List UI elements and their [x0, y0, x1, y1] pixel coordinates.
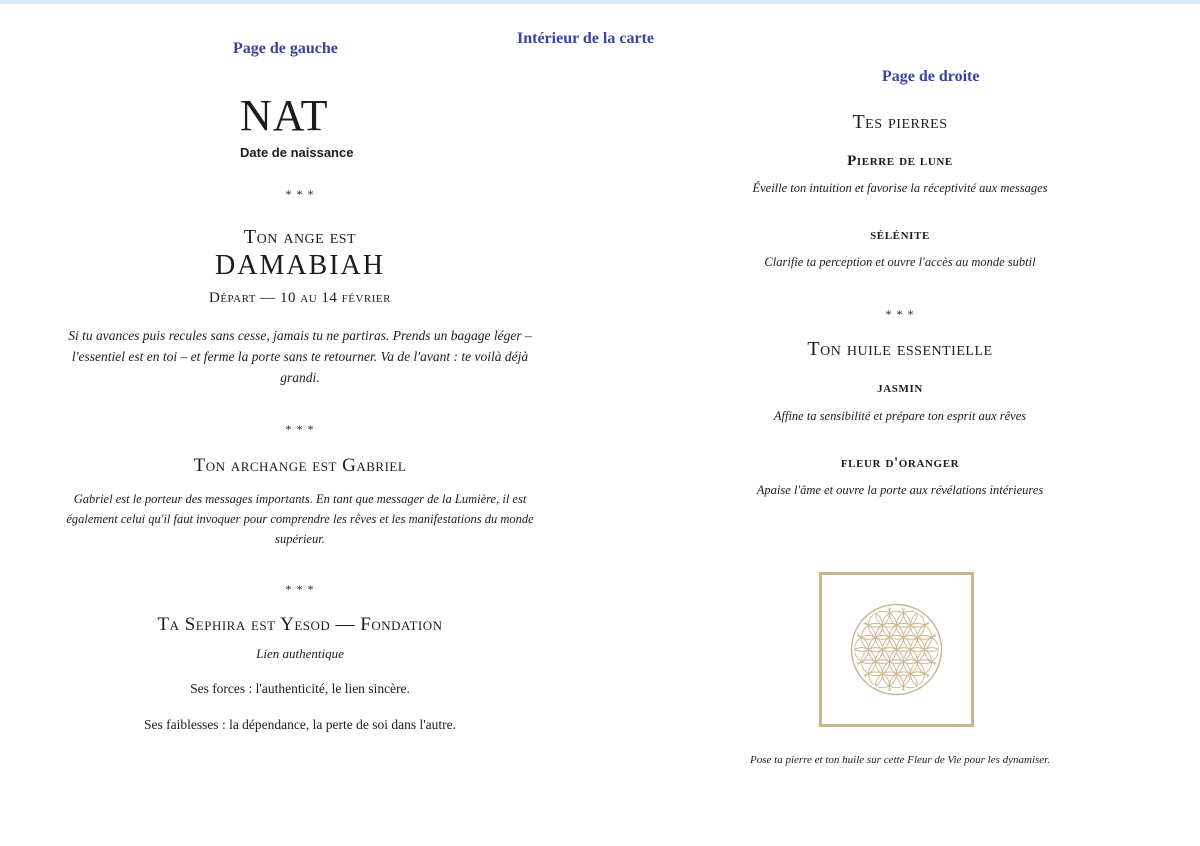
sephira-subtitle: Lien authentique	[256, 646, 344, 661]
flower-of-life-icon	[822, 575, 971, 724]
separator: * * *	[285, 187, 315, 201]
page-heading: Intérieur de la carte	[517, 30, 654, 47]
birth-date-label: Date de naissance	[240, 145, 354, 160]
oil-2-description: Apaise l'âme et ouvre la porte aux révélations intérieures	[756, 483, 1044, 497]
oil-1-description: Affine ta sensibilité et prépare ton esprit aux rêves	[773, 409, 1027, 423]
oil-1-name: jasmin	[877, 380, 923, 396]
sephira-forces: Ses forces : l'authenticité, le lien sincère.	[190, 681, 410, 696]
separator: * * *	[885, 307, 915, 321]
stone-2-description: Clarifie ta perception et ouvre l'accès au monde subtil	[764, 255, 1036, 269]
stone-1-name: Pierre de lune	[847, 153, 953, 169]
angel-intro: Ton ange est	[243, 226, 357, 248]
right-page-label: Page de droite	[882, 68, 980, 85]
person-name: NAT	[240, 91, 329, 140]
archangel-title: Ton archange est Gabriel	[193, 455, 407, 476]
sephira-title: Ta Sephira est Yesod — Fondation	[157, 614, 443, 635]
oil-2-name: fleur d'oranger	[840, 455, 960, 471]
separator: * * *	[285, 422, 315, 436]
sephira-weaknesses: Ses faiblesses : la dépendance, la perte de soi dans l'autre.	[143, 717, 457, 732]
stones-title: Tes pierres	[852, 111, 948, 133]
angel-name: DAMABIAH	[215, 250, 385, 281]
flower-caption: Pose ta pierre et ton huile sur cette Fleur de Vie pour les dynamiser.	[750, 754, 1050, 766]
stone-2-name: sélénite	[870, 227, 930, 243]
angel-subtitle: Départ — 10 au 14 février	[209, 290, 391, 306]
angel-description: Si tu avances puis recules sans cesse, jamais tu ne partiras. Prends un bagage léger – l'essentiel est en toi – et ferme la porte sans te retourner. Va de l'avant : te voilà déjà grandi.	[68, 328, 532, 385]
separator: * * *	[285, 582, 315, 596]
stone-1-description: Éveille ton intuition et favorise la réceptivité aux messages	[752, 181, 1048, 195]
archangel-description: Gabriel est le porteur des messages importants. En tant que messager de la Lumière, il est également celui qu'il faut invoquer pour comprendre les rêves et les manifestations du monde supérieur.	[66, 492, 534, 546]
oil-title: Ton huile essentielle	[807, 338, 993, 360]
left-page-label: Page de gauche	[233, 40, 338, 57]
flower-of-life-frame	[819, 572, 974, 727]
